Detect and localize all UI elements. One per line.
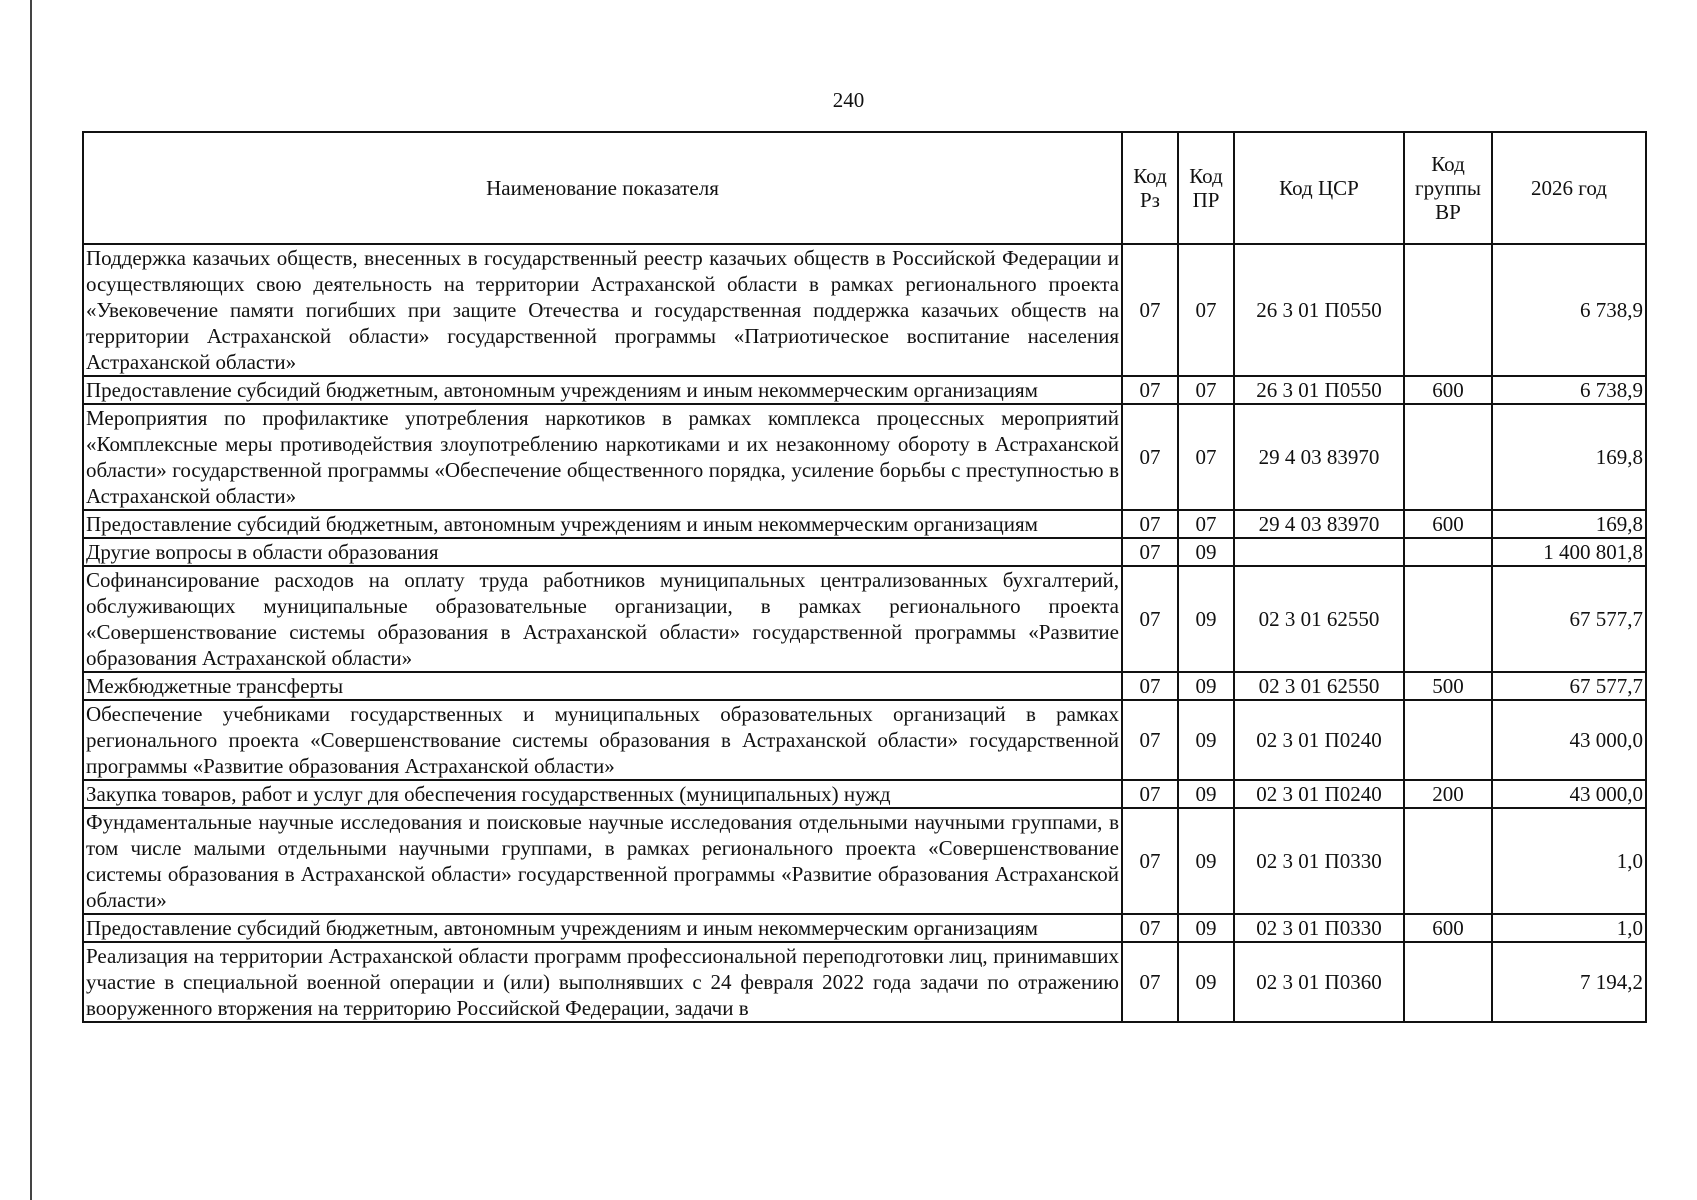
cell-name: Закупка товаров, работ и услуг для обеспечения государственных (муниципальных) нужд xyxy=(83,780,1122,808)
cell-vr xyxy=(1404,244,1492,376)
cell-rz: 07 xyxy=(1122,244,1178,376)
cell-pr: 07 xyxy=(1178,376,1234,404)
page-number: 240 xyxy=(832,88,865,112)
cell-rz: 07 xyxy=(1122,566,1178,672)
header-sum: 2026 год xyxy=(1492,132,1646,244)
table-row xyxy=(83,510,1646,538)
cell-sum: 1,0 xyxy=(1492,808,1646,914)
table-row xyxy=(83,672,1646,700)
cell-rz: 07 xyxy=(1122,672,1178,700)
cell-pr: 07 xyxy=(1178,510,1234,538)
cell-sum: 1 400 801,8 xyxy=(1492,538,1646,566)
cell-name: Предоставление субсидий бюджетным, автономным учреждениям и иным некоммерческим организациям xyxy=(83,376,1122,404)
cell-vr: 200 xyxy=(1404,780,1492,808)
cell-sum: 43 000,0 xyxy=(1492,780,1646,808)
cell-pr: 07 xyxy=(1178,244,1234,376)
cell-pr: 09 xyxy=(1178,914,1234,942)
budget-table xyxy=(82,131,1647,1023)
cell-sum: 43 000,0 xyxy=(1492,700,1646,780)
cell-name: Реализация на территории Астраханской области программ профессиональной переподготовки лиц, принимавших участие в специальной военной операции и (или) выполнявших с 24 февраля 2022 года задачи по отражению вооруженного вторжения на территорию Российской Федерации, задачи в xyxy=(83,942,1122,1022)
cell-rz: 07 xyxy=(1122,942,1178,1022)
cell-sum: 67 577,7 xyxy=(1492,566,1646,672)
cell-pr: 09 xyxy=(1178,942,1234,1022)
cell-rz: 07 xyxy=(1122,700,1178,780)
cell-rz: 07 xyxy=(1122,808,1178,914)
cell-csr: 02 3 01 П0240 xyxy=(1234,780,1404,808)
cell-sum: 6 738,9 xyxy=(1492,376,1646,404)
table-row xyxy=(83,700,1646,780)
cell-pr: 07 xyxy=(1178,404,1234,510)
table-row xyxy=(83,914,1646,942)
table-row xyxy=(83,780,1646,808)
cell-vr: 500 xyxy=(1404,672,1492,700)
table-row xyxy=(83,538,1646,566)
cell-sum: 1,0 xyxy=(1492,914,1646,942)
cell-rz: 07 xyxy=(1122,510,1178,538)
cell-name: Межбюджетные трансферты xyxy=(83,672,1122,700)
left-margin-line xyxy=(30,0,32,1200)
table-row xyxy=(83,244,1646,376)
cell-pr: 09 xyxy=(1178,780,1234,808)
cell-rz: 07 xyxy=(1122,404,1178,510)
table-body xyxy=(83,244,1646,1022)
cell-name: Обеспечение учебниками государственных и муниципальных образовательных организаций в рамках регионального проекта «Совершенствование системы образования в Астраханской области» государственной программы «Развитие образования Астраханской области» xyxy=(83,700,1122,780)
cell-csr: 02 3 01 П0330 xyxy=(1234,914,1404,942)
cell-csr xyxy=(1234,538,1404,566)
cell-name: Мероприятия по профилактике употребления наркотиков в рамках комплекса процессных мероприятий «Комплексные меры противодействия злоупотреблению наркотиками и их незаконному обороту в Астраханской области» государственной программы «Обеспечение общественного порядка, усиление борьбы с преступностью в Астраханской области» xyxy=(83,404,1122,510)
cell-csr: 02 3 01 П0240 xyxy=(1234,700,1404,780)
header-name: Наименование показателя xyxy=(83,132,1122,244)
cell-vr xyxy=(1404,700,1492,780)
table-header-row xyxy=(83,132,1646,244)
cell-sum: 7 194,2 xyxy=(1492,942,1646,1022)
table-row xyxy=(83,566,1646,672)
cell-vr xyxy=(1404,808,1492,914)
cell-csr: 26 3 01 П0550 xyxy=(1234,244,1404,376)
table-row xyxy=(83,376,1646,404)
cell-rz: 07 xyxy=(1122,376,1178,404)
cell-vr: 600 xyxy=(1404,376,1492,404)
cell-csr: 02 3 01 62550 xyxy=(1234,566,1404,672)
cell-csr: 02 3 01 62550 xyxy=(1234,672,1404,700)
cell-pr: 09 xyxy=(1178,672,1234,700)
cell-name: Другие вопросы в области образования xyxy=(83,538,1122,566)
cell-pr: 09 xyxy=(1178,538,1234,566)
cell-name: Предоставление субсидий бюджетным, автономным учреждениям и иным некоммерческим организациям xyxy=(83,510,1122,538)
cell-name: Софинансирование расходов на оплату труда работников муниципальных централизованных бухгалтерий, обслуживающих муниципальные образовательные организации, в рамках регионального проекта «Совершенствование системы образования в Астраханской области» государственной программы «Развитие образования Астраханской области» xyxy=(83,566,1122,672)
cell-csr: 29 4 03 83970 xyxy=(1234,404,1404,510)
cell-vr xyxy=(1404,538,1492,566)
header-rz: Код Рз xyxy=(1122,132,1178,244)
cell-csr: 02 3 01 П0330 xyxy=(1234,808,1404,914)
cell-pr: 09 xyxy=(1178,808,1234,914)
cell-rz: 07 xyxy=(1122,780,1178,808)
cell-csr: 29 4 03 83970 xyxy=(1234,510,1404,538)
cell-sum: 169,8 xyxy=(1492,404,1646,510)
cell-pr: 09 xyxy=(1178,700,1234,780)
cell-sum: 169,8 xyxy=(1492,510,1646,538)
cell-vr: 600 xyxy=(1404,914,1492,942)
table-row xyxy=(83,808,1646,914)
cell-vr: 600 xyxy=(1404,510,1492,538)
cell-csr: 26 3 01 П0550 xyxy=(1234,376,1404,404)
cell-rz: 07 xyxy=(1122,538,1178,566)
table-row xyxy=(83,404,1646,510)
table-row xyxy=(83,942,1646,1022)
cell-vr xyxy=(1404,942,1492,1022)
cell-vr xyxy=(1404,566,1492,672)
cell-name: Поддержка казачьих обществ, внесенных в государственный реестр казачьих обществ в Российской Федерации и осуществляющих свою деятельность на территории Астраханской области в рамках регионального проекта «Увековечение памяти погибших при защите Отечества и государственная поддержка казачьих обществ на территории Астраханской области» государственной программы «Патриотическое воспитание населения Астраханской области» xyxy=(83,244,1122,376)
header-pr: Код ПР xyxy=(1178,132,1234,244)
cell-csr: 02 3 01 П0360 xyxy=(1234,942,1404,1022)
cell-name: Фундаментальные научные исследования и поисковые научные исследования отдельными научными группами, в том числе малыми отдельными научными группами, в рамках регионального проекта «Совершенствование системы образования в Астраханской области» государственной программы «Развитие образования Астраханской области» xyxy=(83,808,1122,914)
cell-pr: 09 xyxy=(1178,566,1234,672)
cell-sum: 6 738,9 xyxy=(1492,244,1646,376)
cell-name: Предоставление субсидий бюджетным, автономным учреждениям и иным некоммерческим организациям xyxy=(83,914,1122,942)
cell-vr xyxy=(1404,404,1492,510)
header-vr: Код группы ВР xyxy=(1404,132,1492,244)
header-csr: Код ЦСР xyxy=(1234,132,1404,244)
cell-sum: 67 577,7 xyxy=(1492,672,1646,700)
cell-rz: 07 xyxy=(1122,914,1178,942)
